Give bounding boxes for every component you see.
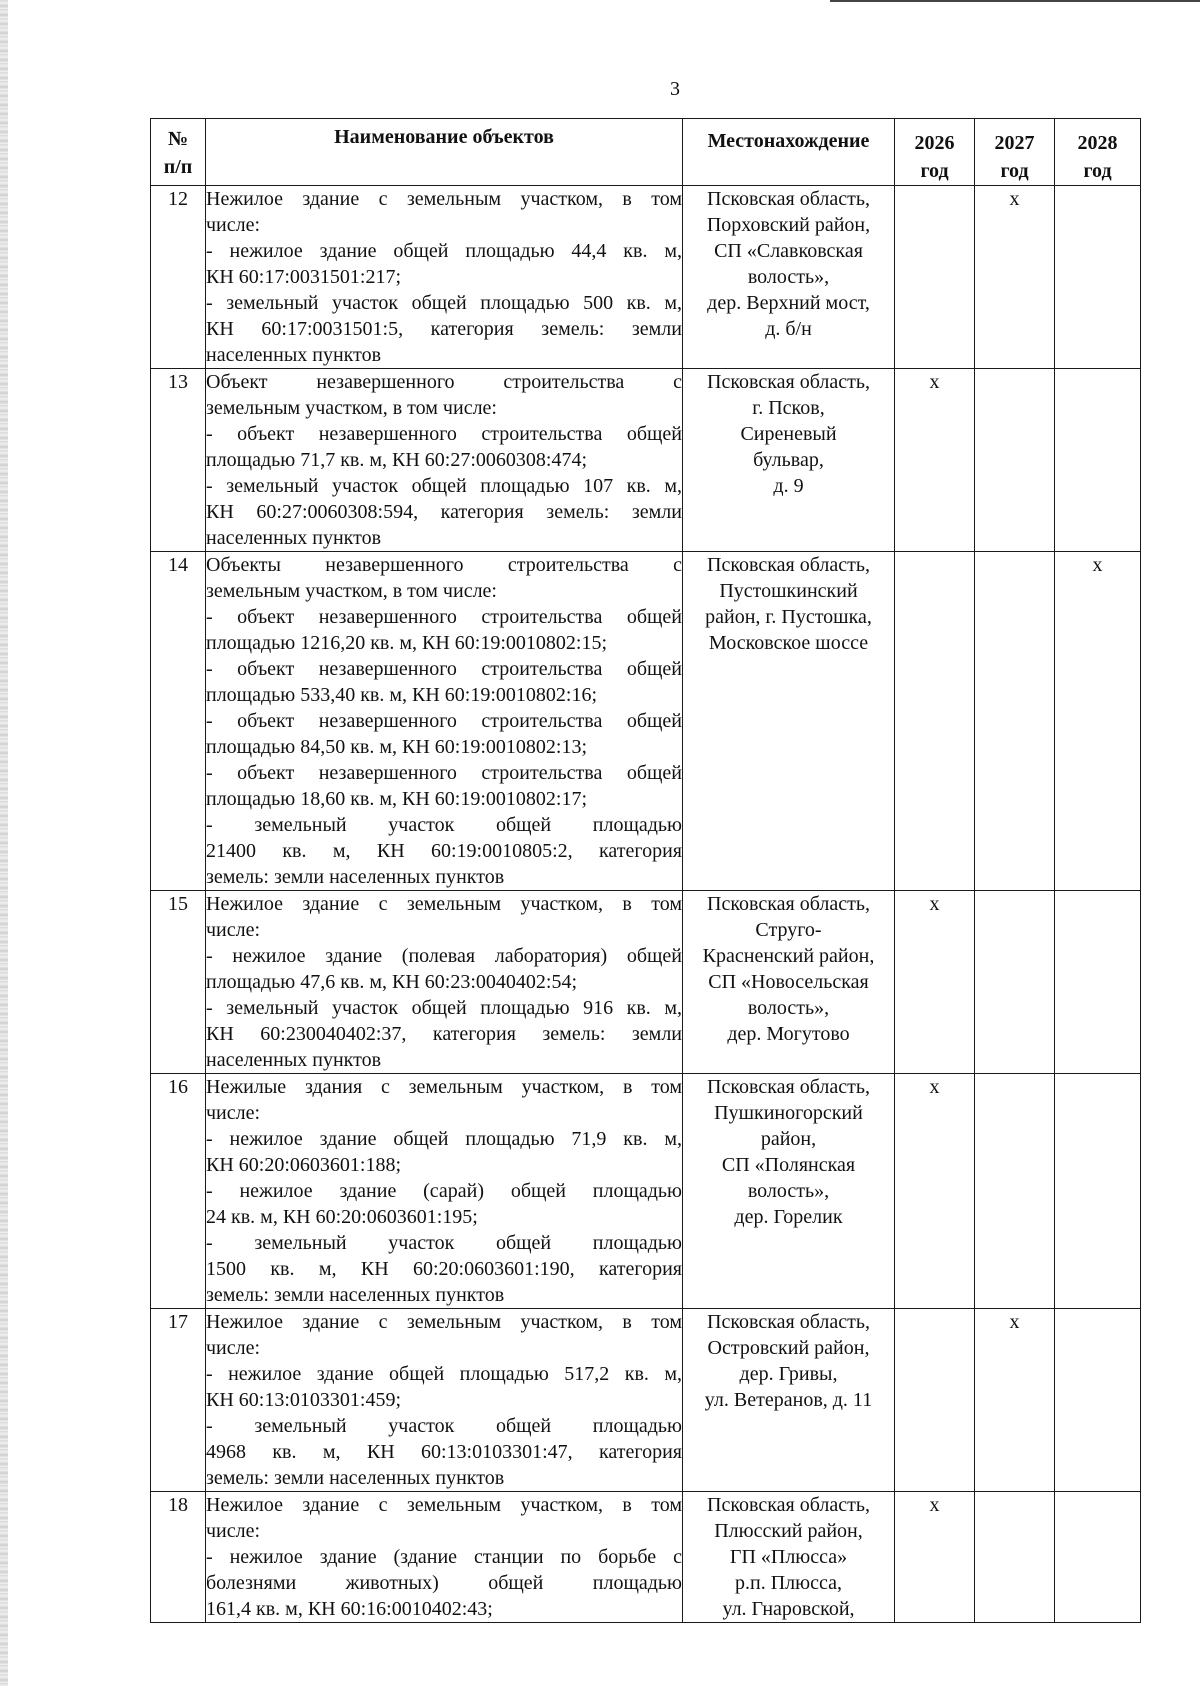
location-line: Струго- (755, 919, 822, 941)
description-line: населенных пунктов (206, 344, 382, 366)
objects-table (150, 118, 1141, 1623)
header-year-unit: год (1083, 160, 1112, 182)
description-line: - объект незавершенного строительства общей (206, 606, 682, 628)
description-line: - объект незавершенного строительства общей (206, 658, 682, 680)
object-description (206, 1309, 683, 1492)
header-year-unit: год (920, 160, 949, 182)
description-line: числе: (206, 1520, 261, 1542)
header-name-label: Наименование объектов (334, 126, 554, 148)
description-line: КН 60:230040402:37, категория земель: земли (206, 1023, 682, 1045)
description-line: площадью 1216,20 кв. м, КН 60:19:0010802:15; (206, 632, 608, 654)
location-line: СП «Новосельская (708, 971, 869, 993)
page-number: 3 (670, 78, 680, 100)
table-row (151, 552, 1141, 891)
description-line: - земельный участок общей площадью 916 кв. м, (206, 997, 682, 1019)
description-line: - нежилое здание общей площадью 44,4 кв. м, (206, 240, 682, 262)
location-line: волость», (747, 997, 830, 1019)
location-line: волость», (747, 1180, 830, 1202)
location-line: г. Псков, (752, 397, 825, 419)
year-2027-mark: х (975, 186, 1055, 369)
year-2028-mark (1055, 369, 1141, 552)
description-line: Нежилое здание с земельным участком, в том (206, 1494, 682, 1516)
location-line: Порховский район, (706, 214, 871, 236)
year-2028-mark (1055, 1492, 1141, 1623)
object-location (683, 1309, 895, 1492)
location-line: Псковская область, (707, 554, 870, 576)
description-line: - земельный участок общей площадью 500 кв. м, (206, 292, 682, 314)
description-line: земель: земли населенных пунктов (206, 1284, 505, 1306)
header-num (151, 119, 206, 186)
description-line: площадью 47,6 кв. м, КН 60:23:0040402:54; (206, 971, 578, 993)
year-2028-mark (1055, 186, 1141, 369)
table-row (151, 1309, 1141, 1492)
object-location (683, 369, 895, 552)
year-2027-mark (975, 1492, 1055, 1623)
header-year-2028 (1055, 119, 1141, 186)
description-line: Нежилые здания с земельным участком, в том (206, 1076, 682, 1098)
description-line: площадью 71,7 кв. м, КН 60:27:0060308:474; (206, 449, 588, 471)
location-line: Сиреневый (740, 423, 837, 445)
description-line: населенных пунктов (206, 527, 382, 549)
header-name (206, 119, 683, 186)
description-line: - объект незавершенного строительства общей (206, 762, 682, 784)
description-line: - земельный участок общей площадью 107 кв. м, (206, 475, 682, 497)
description-line: - нежилое здание (полевая лаборатория) общей (206, 945, 682, 967)
row-number: 17 (151, 1309, 206, 1492)
object-description (206, 369, 683, 552)
description-line: 24 кв. м, КН 60:20:0603601:195; (206, 1206, 478, 1228)
description-line: 21400 кв. м, КН 60:19:0010805:2, категория (206, 840, 682, 862)
header-year-2026 (895, 119, 975, 186)
object-description (206, 1074, 683, 1309)
row-number: 14 (151, 552, 206, 891)
scan-edge-top (830, 0, 1200, 2)
location-line: дер. Горелик (734, 1206, 843, 1228)
description-line: КН 60:17:0031501:5, категория земель: земли (206, 318, 682, 340)
location-line: Московское шоссе (708, 632, 869, 654)
location-line: Островский район, (707, 1337, 870, 1359)
description-line: земель: земли населенных пунктов (206, 1467, 505, 1489)
row-number: 12 (151, 186, 206, 369)
location-line: дер. Верхний мост, (707, 292, 870, 314)
location-line: д. 9 (773, 475, 804, 497)
header-year-unit: год (1000, 160, 1029, 182)
location-line: Пустошкинский (719, 580, 858, 602)
description-line: КН 60:20:0603601:188; (206, 1154, 402, 1176)
object-location (683, 1074, 895, 1309)
year-2028-mark (1055, 891, 1141, 1074)
year-2026-mark (895, 186, 975, 369)
year-2027-mark (975, 369, 1055, 552)
object-location (683, 186, 895, 369)
table-header-row (151, 119, 1141, 186)
location-line: район, г. Пустошка, (705, 606, 872, 628)
description-line: площадью 84,50 кв. м, КН 60:19:0010802:13; (206, 736, 588, 758)
description-line: числе: (206, 1102, 261, 1124)
scan-edge-left (0, 0, 8, 1686)
description-line: - земельный участок общей площадью (206, 814, 682, 836)
header-location-label: Местонахождение (707, 130, 870, 152)
location-line: Псковская область, (707, 1076, 870, 1098)
location-line: ул. Ветеранов, д. 11 (704, 1389, 873, 1411)
description-line: числе: (206, 919, 261, 941)
year-2028-mark: х (1055, 552, 1141, 891)
table-row (151, 1074, 1141, 1309)
year-2026-mark: х (895, 1074, 975, 1309)
description-line: - нежилое здание общей площадью 71,9 кв. м, (206, 1128, 682, 1150)
description-line: населенных пунктов (206, 1049, 382, 1071)
location-line: бульвар, (753, 449, 824, 471)
description-line: 161,4 кв. м, КН 60:16:0010402:43; (206, 1598, 493, 1620)
table-row (151, 1492, 1141, 1623)
object-description (206, 186, 683, 369)
object-description (206, 1492, 683, 1623)
description-line: площадью 18,60 кв. м, КН 60:19:0010802:17; (206, 788, 588, 810)
year-2027-mark: х (975, 1309, 1055, 1492)
location-line: д. б/н (765, 318, 812, 340)
description-line: Объекты незавершенного строительства с (206, 554, 682, 576)
description-line: числе: (206, 1337, 261, 1359)
year-2026-mark (895, 1309, 975, 1492)
description-line: болезнями животных) общей площадью (206, 1572, 682, 1594)
year-2026-mark (895, 552, 975, 891)
location-line: Плюсский район, (714, 1520, 863, 1542)
object-location (683, 891, 895, 1074)
header-year-value: 2027 (994, 132, 1035, 154)
year-2026-mark: х (895, 1492, 975, 1623)
location-line: Псковская область, (707, 1494, 870, 1516)
year-2028-mark (1055, 1309, 1141, 1492)
header-location (683, 119, 895, 186)
table-row (151, 369, 1141, 552)
year-2026-mark: х (895, 369, 975, 552)
location-line: СП «Полянская (721, 1154, 856, 1176)
location-line: Псковская область, (707, 893, 870, 915)
location-line: ул. Гнаровской, (722, 1598, 855, 1620)
header-num-pp: п/п (163, 156, 193, 178)
table-row (151, 891, 1141, 1074)
description-line: - земельный участок общей площадью (206, 1232, 682, 1254)
row-number: 16 (151, 1074, 206, 1309)
description-line: земельным участком, в том числе: (206, 397, 497, 419)
location-line: Псковская область, (707, 371, 870, 393)
header-year-2027 (975, 119, 1055, 186)
header-year-value: 2028 (1077, 132, 1118, 154)
description-line: - объект незавершенного строительства общей (206, 710, 682, 732)
description-line: числе: (206, 214, 261, 236)
location-line: Пушкиногорский (714, 1102, 863, 1124)
location-line: дер. Гривы, (739, 1363, 838, 1385)
description-line: - объект незавершенного строительства общей (206, 423, 682, 445)
description-line: КН 60:27:0060308:594, категория земель: земли (206, 501, 682, 523)
location-line: район, (760, 1128, 817, 1150)
row-number: 15 (151, 891, 206, 1074)
year-2027-mark (975, 891, 1055, 1074)
table-body (151, 186, 1141, 1623)
header-year-value: 2026 (914, 132, 955, 154)
object-location (683, 552, 895, 891)
description-line: - земельный участок общей площадью (206, 1415, 682, 1437)
year-2028-mark (1055, 1074, 1141, 1309)
description-line: КН 60:13:0103301:459; (206, 1389, 402, 1411)
location-line: р.п. Плюсса, (735, 1572, 842, 1594)
description-line: 1500 кв. м, КН 60:20:0603601:190, категория (206, 1258, 682, 1280)
year-2027-mark (975, 552, 1055, 891)
location-line: Псковская область, (707, 188, 870, 210)
description-line: КН 60:17:0031501:217; (206, 266, 402, 288)
description-line: Нежилое здание с земельным участком, в том (206, 1311, 682, 1333)
object-description (206, 552, 683, 891)
description-line: площадью 533,40 кв. м, КН 60:19:0010802:16; (206, 684, 598, 706)
location-line: волость», (747, 266, 830, 288)
table-row (151, 186, 1141, 369)
location-line: Красненский район, (702, 945, 875, 967)
location-line: СП «Славковская (714, 240, 863, 262)
object-location (683, 1492, 895, 1623)
row-number: 18 (151, 1492, 206, 1623)
description-line: земельным участком, в том числе: (206, 580, 497, 602)
row-number: 13 (151, 369, 206, 552)
location-line: дер. Могутово (727, 1023, 850, 1045)
header-num-symbol: № (167, 128, 189, 150)
description-line: - нежилое здание общей площадью 517,2 кв. м, (206, 1363, 682, 1385)
location-line: Псковская область, (707, 1311, 870, 1333)
description-line: Объект незавершенного строительства с (206, 371, 682, 393)
description-line: земель: земли населенных пунктов (206, 866, 505, 888)
description-line: 4968 кв. м, КН 60:13:0103301:47, категория (206, 1441, 682, 1463)
year-2027-mark (975, 1074, 1055, 1309)
description-line: Нежилое здание с земельным участком, в том (206, 188, 682, 210)
description-line: - нежилое здание (здание станции по борьбе с (206, 1546, 682, 1568)
object-description (206, 891, 683, 1074)
description-line: - нежилое здание (сарай) общей площадью (206, 1180, 682, 1202)
year-2026-mark: х (895, 891, 975, 1074)
description-line: Нежилое здание с земельным участком, в том (206, 893, 682, 915)
location-line: ГП «Плюсса» (729, 1546, 848, 1568)
